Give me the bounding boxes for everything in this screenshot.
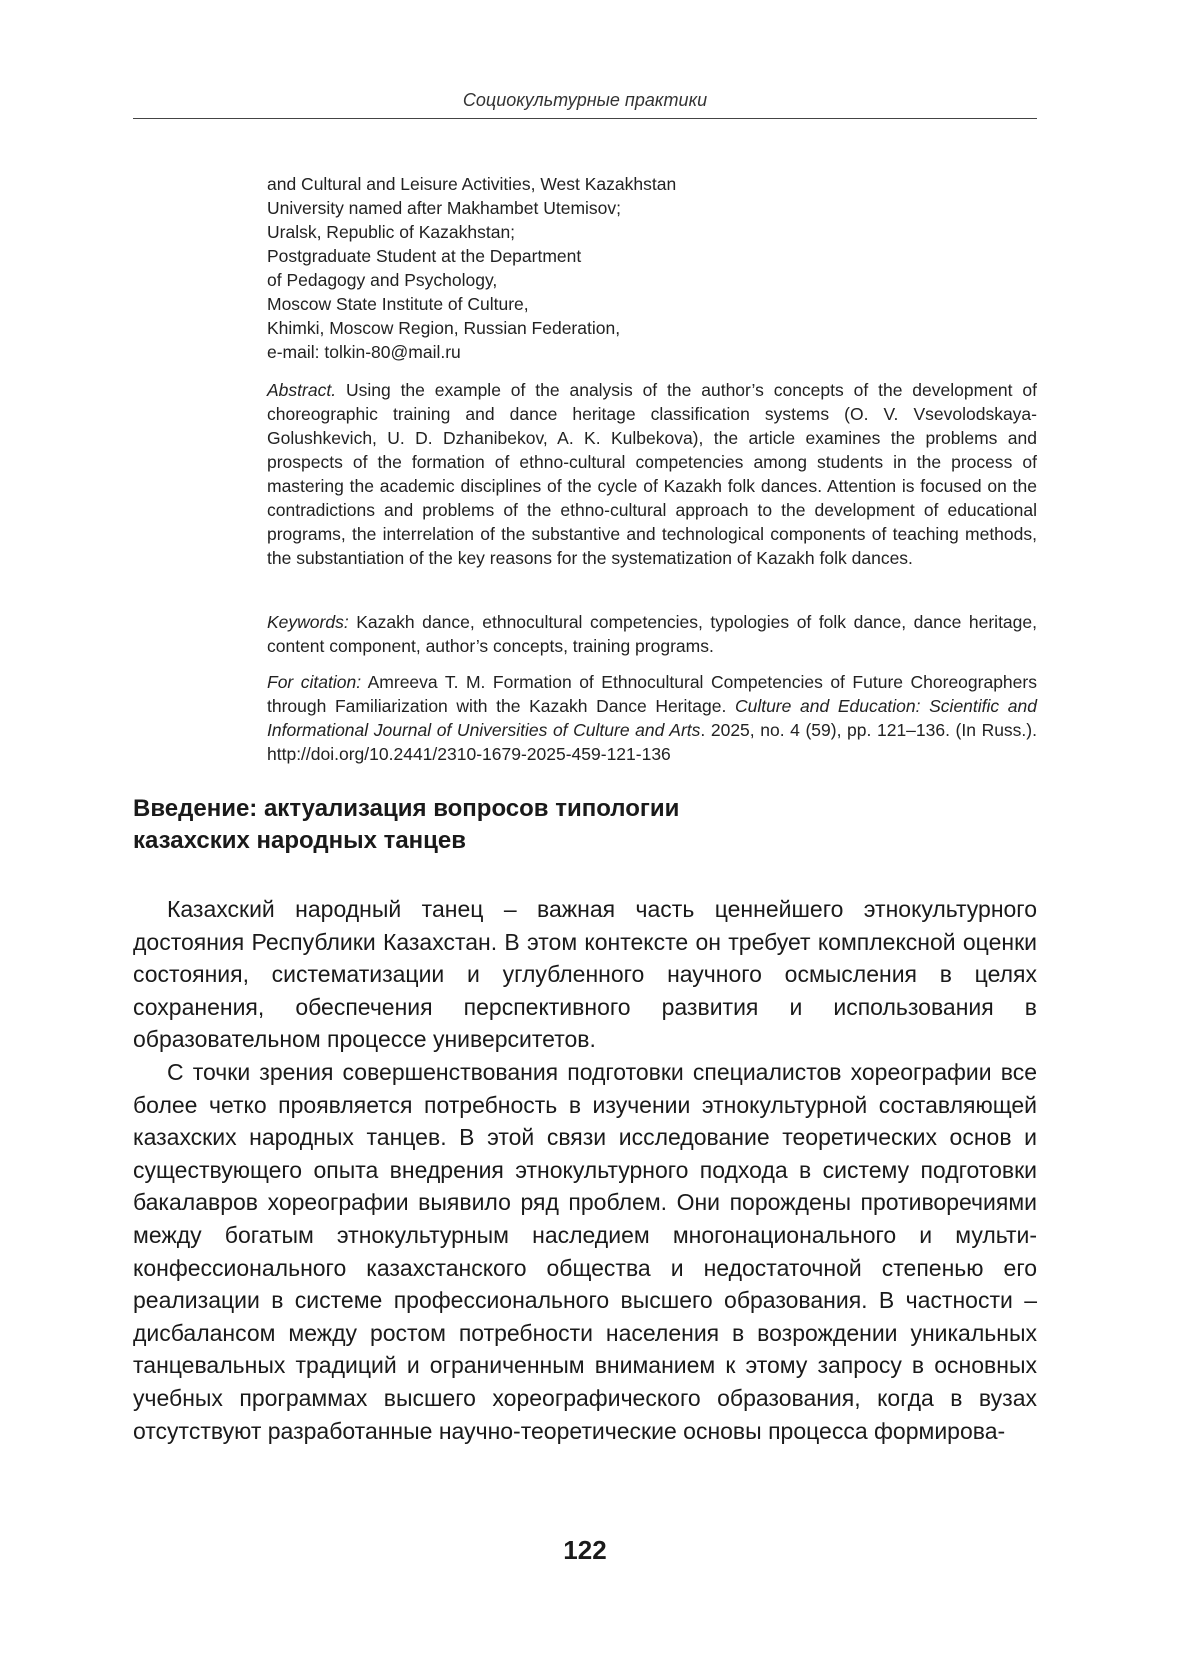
affiliation-line: University named after Makhambet Utemisov; (267, 198, 622, 218)
affiliation-line: of Pedagogy and Psychology, (267, 270, 498, 290)
body-paragraph: Казахский народный танец – важная часть ценнейшего этнокультурного достояния Республики Казахстан. В этом контексте он требует комплексной оценки состояния, систематизации и углубленного научного осмысления в целях сохранения, обеспечения перспективного развития и использования в образовательном процессе университетов. (133, 896, 1037, 1053)
affiliation-line: Khimki, Moscow Region, Russian Federation, (267, 318, 621, 338)
citation-label: For citation: (267, 672, 362, 692)
page-number: 122 (563, 1535, 607, 1565)
section-heading (133, 793, 1037, 857)
affiliation-line: Moscow State Institute of Culture, (267, 294, 529, 314)
affiliation-line: Uralsk, Republic of Kazakhstan; (267, 222, 516, 242)
section-heading-line: казахских народных танцев (133, 827, 467, 854)
citation-details: . 2025, no. 4 (59), pp. 121–136. (In Russ.). http://doi.org/10.2441/2310-1679-2025-459-121-136 (267, 720, 1037, 764)
abstract-text: Using the example of the analysis of the author’s concepts of the development of choreographic training and dance heritage classification systems (O. V. Vsevolodskaya-Golushkevich, U. D. Dzhanibekov, A. K. Kulbekova), the article examines the problems and prospects of the formation of ethno-cultural competencies among students in the process of mastering the academic disciplines of the cycle of Kazakh folk dances. Attention is focused on the contradictions and problems of the ethno-cultural approach to the development of educational programs, the interrelation of the substantive and technological components of teaching methods, the substantiation of the key reasons for the systematization of Kazakh folk dances. (267, 380, 1037, 568)
body-text (133, 893, 1037, 1447)
affiliation-line: and Cultural and Leisure Activities, West Kazakhstan (267, 174, 677, 194)
keywords-text: Kazakh dance, ethnocultural competencies, typologies of folk dance, dance heritage, content component, author’s concepts, training programs. (267, 612, 1037, 656)
affiliation-line: Postgraduate Student at the Department (267, 246, 582, 266)
body-paragraph: С точки зрения совершенствования подготовки специалистов хореографии все более четко проявляется потребность в изучении этнокультурной составляющей казахских народных танцев. В этой связи исследование теоретических основ и существующего опыта внедрения этнокультурного подхода в систему подготовки бакалавров хореографии выявило ряд проблем. Они порождены противоречиями между богатым этнокультурным наследием многонационального и мульти-конфессионального казахстанского общества и недостаточной степенью его реализации в системе профессионального высшего образования. В частности – дисбалансом между ростом потребности населения в возрождении уникальных танцевальных традиций и ограниченным вниманием к этому запросу в основных учебных программах высшего хореографического образования, когда в вузах отсутствуют разработанные научно-теоретические основы процесса формирова- (133, 1058, 1037, 1444)
author-affiliation (267, 172, 1037, 364)
abstract (267, 378, 1037, 570)
running-title: Социокультурные практики (462, 90, 708, 110)
keywords-label: Keywords: (267, 612, 349, 632)
section-heading-line: Введение: актуализация вопросов типологии (133, 795, 680, 822)
keywords (267, 610, 1037, 658)
header-rule (133, 118, 1037, 119)
citation-text: Amreeva T. M. Formation of Ethnocultural Competencies of Future Choreographers through Familiarization with the Kazakh Dance Heritage. (267, 672, 1037, 716)
abstract-label: Abstract. (267, 380, 337, 400)
citation (267, 670, 1037, 766)
email-line: e-mail: tolkin-80@mail.ru (267, 342, 461, 362)
citation-journal: Culture and Education: Scientific and Informational Journal of Universities of Culture and Arts (267, 696, 1037, 740)
